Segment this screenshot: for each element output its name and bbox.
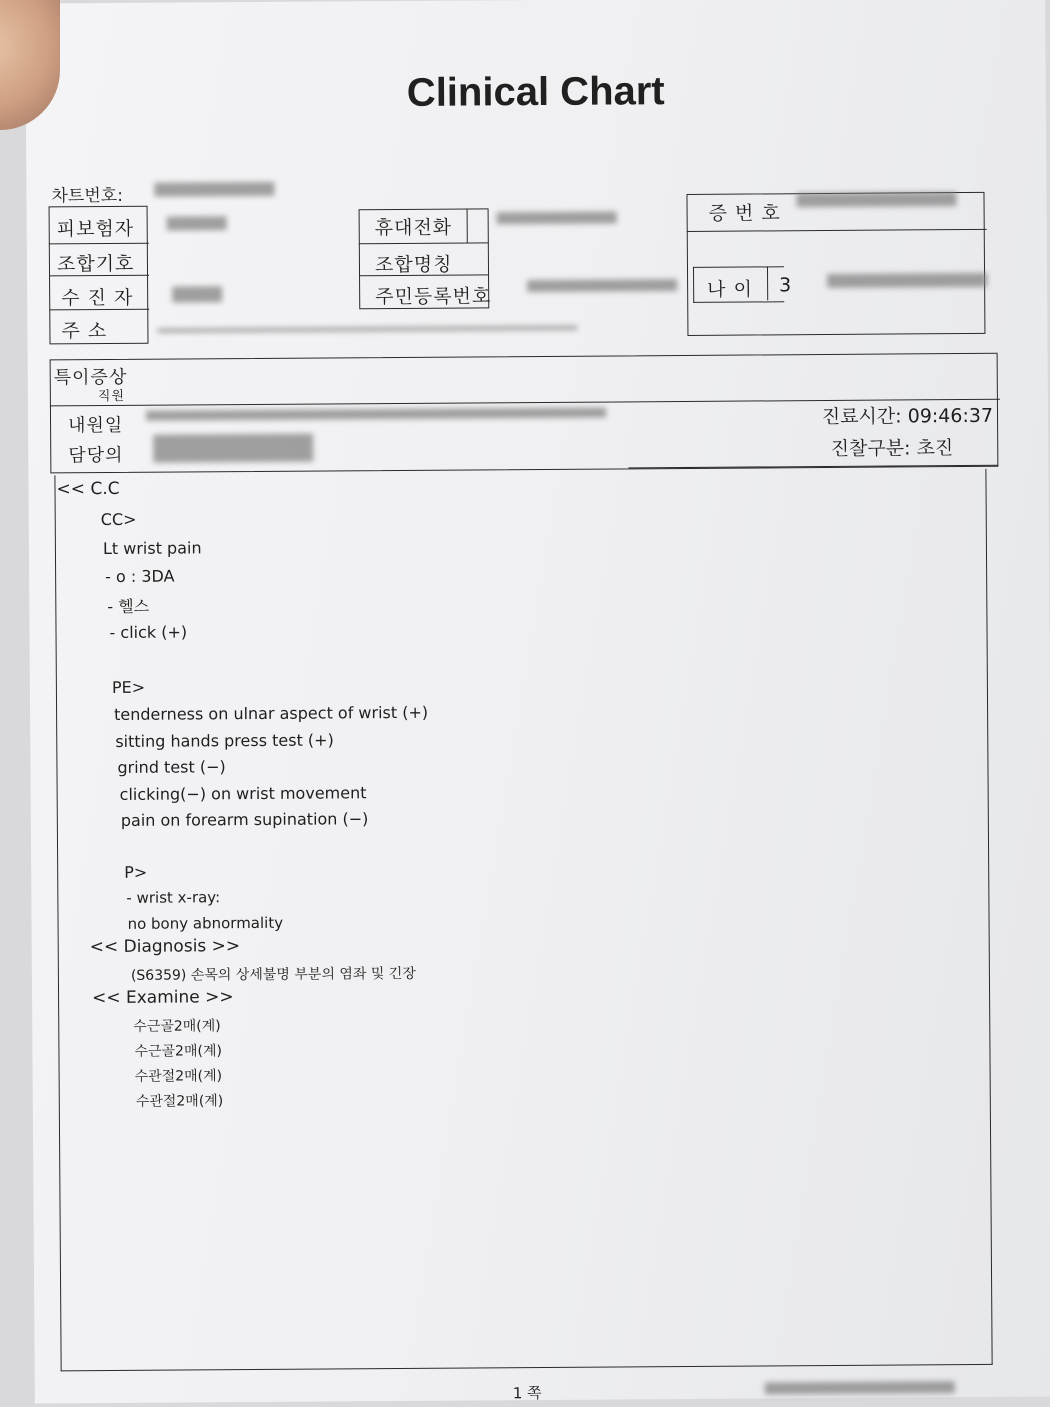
cc-section-header: << C.C	[56, 478, 120, 500]
age-value: 3	[779, 274, 793, 297]
diagnosis-section-header: << Diagnosis >>	[89, 936, 241, 958]
label-age: 나 이	[707, 278, 753, 301]
pe-line-3: grind test (−)	[117, 757, 226, 777]
label-doctor: 담당의	[68, 444, 124, 467]
examine-line-1: 수근골2매(계)	[133, 1018, 221, 1035]
page-title: Clinical Chart	[406, 69, 665, 115]
cc-line-4: - click (+)	[109, 622, 188, 643]
redacted-address	[157, 326, 577, 333]
page-number: 1 쪽	[512, 1384, 542, 1403]
cc-label: CC>	[100, 509, 137, 530]
visit-type: 진찰구분: 초진	[830, 437, 954, 460]
label-union-code: 조합기호	[56, 252, 135, 276]
label-patient: 수 진 자	[61, 286, 134, 310]
examine-line-2: 수근골2매(계)	[134, 1043, 222, 1060]
label-staff: 직원	[97, 388, 126, 405]
redacted-footer	[765, 1381, 955, 1394]
pe-line-4: clicking(−) on wrist movement	[119, 783, 367, 804]
label-cert-number: 증 번 호	[708, 202, 781, 225]
redacted-cert	[796, 192, 956, 207]
label-resident-no: 주민등록번호	[375, 285, 492, 309]
pe-line-2: sitting hands press test (+)	[115, 730, 334, 751]
examine-line-3: 수관절2매(계)	[134, 1068, 223, 1085]
label-insured: 피보험자	[56, 217, 135, 241]
redacted-resident-no	[527, 279, 677, 292]
label-address: 주 소	[61, 320, 108, 343]
redacted-insured	[167, 216, 227, 230]
redacted-age-detail	[827, 273, 987, 288]
examine-line-4: 수관절2매(계)	[135, 1093, 224, 1110]
cc-line-2: - o : 3DA	[105, 566, 175, 587]
label-special-notes: 특이증상	[53, 366, 128, 389]
plan-line-1: - wrist x-ray:	[126, 888, 221, 907]
plan-label: P>	[124, 862, 148, 882]
redacted-phone	[497, 211, 617, 224]
label-visit-date: 내원일	[68, 414, 124, 437]
diagnosis-line: (S6359) 손목의 상세불명 부분의 염좌 및 긴장	[130, 965, 416, 984]
redacted-patient	[172, 286, 222, 302]
plan-line-2: no bony abnormality	[127, 913, 284, 933]
chart-number-label: 차트번호:	[51, 185, 123, 207]
pe-line-5: pain on forearm supination (−)	[120, 809, 369, 830]
consult-time: 진료시간: 09:46:37	[821, 404, 994, 429]
examine-section-header: << Examine >>	[92, 987, 234, 1009]
cc-line-3: - 헬스	[107, 596, 150, 617]
label-union-name: 조합명칭	[374, 253, 453, 277]
cc-line-1: Lt wrist pain	[102, 538, 202, 559]
pe-label: PE>	[111, 677, 146, 697]
label-mobile: 휴대전화	[374, 216, 453, 240]
pe-line-1: tenderness on ulnar aspect of wrist (+)	[114, 702, 429, 724]
paper-sheet	[25, 0, 1050, 1404]
redacted-chart-number	[154, 182, 274, 197]
redacted-doctor	[153, 434, 313, 463]
